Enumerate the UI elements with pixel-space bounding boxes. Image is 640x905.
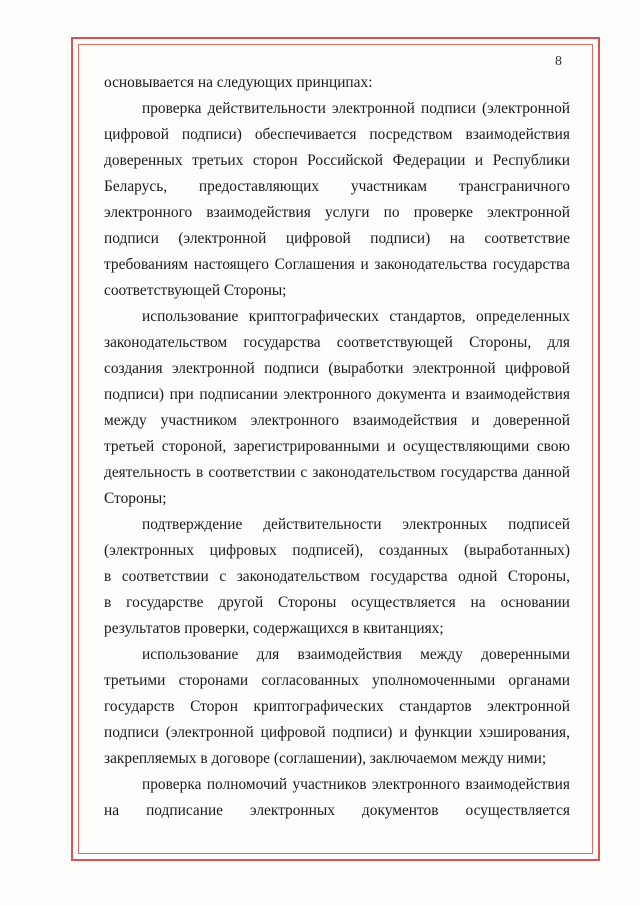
text-word: Федерации [392, 152, 466, 169]
text-word: стандартов, [389, 308, 466, 325]
text-line [104, 512, 570, 538]
text-word: в [104, 568, 112, 585]
text-word: на [470, 594, 486, 611]
text-word: проверке [413, 204, 473, 221]
text-word: и [471, 412, 480, 429]
text-word: проверка [142, 100, 202, 117]
text-word: стандартов [399, 698, 472, 715]
text-word: (электронной [482, 100, 570, 117]
text-line [104, 148, 570, 174]
text-word: участников [292, 776, 367, 793]
text-word: электронного [371, 776, 461, 793]
text-line [104, 356, 570, 382]
text-word: уполномоченными [372, 672, 496, 689]
text-word: использование [142, 646, 239, 663]
text-word: соответствии [208, 464, 296, 481]
text-word: электронного [104, 204, 193, 221]
body-text [104, 70, 570, 824]
text-word: третьих [192, 152, 244, 169]
text-word: законодательством [236, 568, 360, 585]
text-line [104, 460, 570, 486]
text-word: согласованных [261, 672, 359, 689]
text-line [104, 70, 570, 96]
text-word: Стороны; [104, 490, 167, 507]
text-word: для [256, 646, 280, 663]
text-line [104, 746, 570, 772]
text-word: и [360, 256, 369, 273]
text-word: подтверждение [142, 516, 243, 533]
text-line [104, 174, 570, 200]
text-word: в [195, 464, 204, 481]
text-word: подписи) [332, 724, 393, 741]
text-line [104, 616, 570, 642]
text-word: цифровой [104, 126, 169, 143]
text-word: электронного [283, 386, 372, 403]
text-line [104, 304, 570, 330]
text-word: требованиям [104, 256, 189, 273]
text-word: зарегистрированными [233, 438, 380, 455]
text-word: взаимодействия [352, 412, 458, 429]
page-number: 8 [555, 54, 562, 69]
text-line [104, 798, 570, 824]
text-word: соответствие [484, 230, 570, 247]
text-word: данной [522, 464, 570, 481]
text-word: третьими [104, 672, 166, 689]
text-word: подписи) [370, 230, 431, 247]
text-word: использование [142, 308, 239, 325]
text-word: участником [160, 412, 237, 429]
text-word: основании [500, 594, 570, 611]
text-word: для [547, 334, 570, 351]
text-word: между [104, 412, 147, 429]
text-word: определенных [476, 308, 570, 325]
text-word: между [420, 646, 463, 663]
text-word: третьей [104, 438, 155, 455]
text-word: государстве [126, 594, 204, 611]
text-word: электронной [332, 100, 415, 117]
text-line [104, 564, 570, 590]
text-word: электронной [487, 698, 570, 715]
text-line [104, 486, 570, 512]
text-word: подписи) [104, 386, 164, 403]
text-word: электронной [171, 360, 255, 377]
text-line [104, 590, 570, 616]
text-line [104, 330, 570, 356]
text-word: соответствующей Стороны; [104, 282, 287, 299]
text-word: по [383, 204, 400, 221]
text-word: подписей [508, 516, 570, 533]
text-line [104, 668, 570, 694]
text-word: проверка [142, 776, 202, 793]
text-word: свою [536, 438, 570, 455]
text-line [104, 226, 570, 252]
text-word: подписи [104, 724, 159, 741]
text-word: цифровой [285, 230, 351, 247]
text-line [104, 200, 570, 226]
text-word: взаимодействия [297, 646, 402, 663]
text-word: действительности [263, 516, 382, 533]
text-word: и [387, 438, 396, 455]
text-word: соответствии [121, 568, 209, 585]
text-word: электронного [250, 412, 339, 429]
text-word: созданных [378, 542, 449, 559]
text-word: и [474, 152, 484, 169]
text-word: государств [104, 698, 175, 715]
text-line [104, 694, 570, 720]
text-word: Сторон [190, 698, 238, 715]
text-word: электронной [412, 360, 496, 377]
text-word: подписание [146, 802, 224, 819]
text-word: электронных [402, 516, 488, 533]
text-word: взаимодействия [206, 204, 311, 221]
text-word: подписании [199, 386, 278, 403]
text-word: подписи [264, 360, 320, 377]
text-word: криптографических [248, 308, 379, 325]
text-word: настоящего [193, 256, 269, 273]
text-line [104, 642, 570, 668]
text-word: трансграничного [458, 178, 570, 195]
text-word: законодательством [312, 464, 436, 481]
text-line [104, 538, 570, 564]
text-word: документа [377, 386, 447, 403]
text-word: цифровой [260, 724, 326, 741]
text-word: на [449, 230, 465, 247]
text-word: криптографических [253, 698, 384, 715]
text-word: электронной [487, 204, 570, 221]
text-word: функции [414, 724, 473, 741]
text-word: доверенными [481, 646, 570, 663]
text-word: подписей), [292, 542, 364, 559]
text-word: осуществляется [465, 802, 570, 819]
text-word: подписи [104, 230, 159, 247]
text-word: подписи [421, 100, 476, 117]
text-word: соответствующей [336, 334, 453, 351]
text-line [104, 408, 570, 434]
text-line [104, 382, 570, 408]
text-word: результатов проверки, содержащихся в квитанциях; [104, 620, 444, 637]
text-word: и [399, 724, 408, 741]
text-word: доверенной [493, 412, 570, 429]
text-word: законодательством [104, 334, 228, 351]
text-word: Республики [492, 152, 570, 169]
text-word: документов [361, 802, 439, 819]
text-word: доверенных [104, 152, 183, 169]
text-word: взаимодействия [465, 776, 570, 793]
text-line [104, 122, 570, 148]
text-word: обеспечивается [254, 126, 357, 143]
text-line [104, 96, 570, 122]
text-word: цифровой [505, 360, 570, 377]
text-word: органами [508, 672, 570, 689]
text-word: Соглашения [274, 256, 355, 273]
text-word: осуществляющими [402, 438, 530, 455]
text-word: при [169, 386, 194, 403]
text-word: сторон [252, 152, 298, 169]
text-word: полномочий [206, 776, 288, 793]
text-line [104, 772, 570, 798]
text-word: государства [492, 256, 570, 273]
text-word: участникам [350, 178, 428, 195]
text-line [104, 252, 570, 278]
text-word: одной [458, 568, 498, 585]
text-word: государства [243, 334, 321, 351]
text-word: в [104, 594, 112, 611]
text-word: (электронных [104, 542, 195, 559]
text-word: с [219, 568, 227, 585]
text-word: сторонами [178, 672, 249, 689]
text-word: Российской [307, 152, 384, 169]
text-word: законодательства [374, 256, 488, 273]
text-word: посредством [369, 126, 453, 143]
text-line [104, 720, 570, 746]
text-word: цифровых [209, 542, 277, 559]
text-word: создания [104, 360, 163, 377]
text-word: государства [370, 568, 448, 585]
text-word: хэширования, [479, 724, 570, 741]
text-word: Беларусь, [104, 178, 168, 195]
text-word: стороной, [161, 438, 227, 455]
text-word: государства [440, 464, 518, 481]
text-word: электронных [250, 802, 335, 819]
text-word: осуществляется [351, 594, 456, 611]
text-line [104, 434, 570, 460]
text-word: деятельность [104, 464, 191, 481]
text-word: на [104, 802, 120, 819]
text-word: предоставляющих [198, 178, 320, 195]
text-word: основывается на следующих принципах: [104, 74, 373, 91]
text-word: (электронной [178, 230, 267, 247]
text-word: и [451, 386, 460, 403]
text-word: Стороны, [469, 334, 532, 351]
text-word: с [300, 464, 308, 481]
text-word: взаимодействия [465, 386, 570, 403]
text-word: Стороны, [507, 568, 570, 585]
text-word: действительности [207, 100, 326, 117]
text-word: (выработанных) [464, 542, 570, 559]
text-word: услуги [324, 204, 370, 221]
text-word: (выработки [328, 360, 404, 377]
text-word: взаимодействия [465, 126, 570, 143]
text-line [104, 278, 570, 304]
text-word: Стороны [278, 594, 337, 611]
text-word: (электронной [165, 724, 254, 741]
text-word: другой [218, 594, 264, 611]
text-word: подписи) [181, 126, 242, 143]
text-word: закрепляемых в договоре (соглашении), заключаемом между ними; [104, 750, 547, 767]
